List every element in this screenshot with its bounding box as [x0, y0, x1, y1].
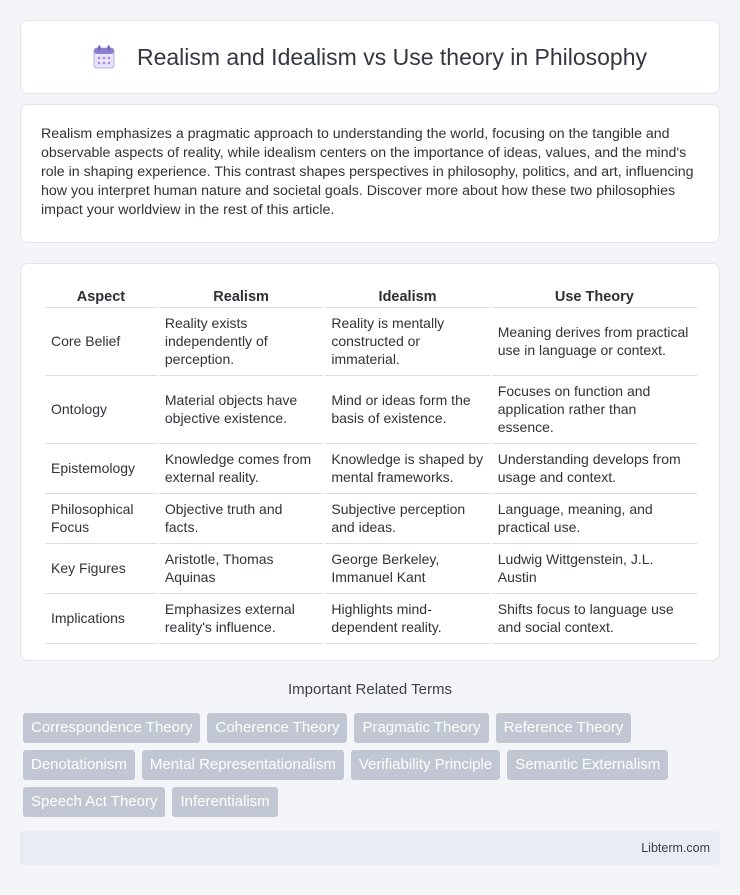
title-card	[20, 20, 720, 94]
related-terms-list	[23, 713, 723, 824]
related-term-tag[interactable]: Reference Theory	[496, 713, 632, 743]
table-cell: Ludwig Wittgenstein, J.L. Austin	[492, 544, 697, 594]
related-term-tag[interactable]: Mental Representationalism	[142, 750, 344, 780]
table-cell: Epistemology	[45, 444, 157, 494]
footer	[20, 831, 720, 865]
table-cell: Knowledge comes from external reality.	[159, 444, 323, 494]
table-cell: Highlights mind-dependent reality.	[325, 594, 489, 644]
table-cell: Key Figures	[45, 544, 157, 594]
intro-paragraph: Realism emphasizes a pragmatic approach to understanding the world, focusing on the tangible and observable aspects of reality, while idealism centers on the importance of ideas, values, and the mind's role in shaping experience. This contrast shapes perspectives in philosophy, politics, and art, influencing how you interpret human nature and societal goals. Discover more about how these two philosophies impact your worldview in the rest of this article.	[41, 126, 694, 218]
table-row	[45, 444, 697, 494]
related-term-tag[interactable]: Speech Act Theory	[23, 787, 165, 817]
table-header-row	[45, 282, 697, 308]
table-cell: Emphasizes external reality's influence.	[159, 594, 323, 644]
page-title: Realism and Idealism vs Use theory in Philosophy	[136, 43, 648, 70]
table-row	[45, 594, 697, 644]
table-cell: Objective truth and facts.	[159, 494, 323, 544]
table-cell: Implications	[45, 594, 157, 644]
table-cell: Mind or ideas form the basis of existence.	[325, 376, 489, 444]
column-header-aspect: Aspect	[45, 282, 157, 308]
table-cell: Language, meaning, and practical use.	[492, 494, 697, 544]
table-cell: Subjective perception and ideas.	[325, 494, 489, 544]
footer-site-link[interactable]: Libterm.com	[641, 841, 710, 855]
table-cell: Shifts focus to language use and social context.	[492, 594, 697, 644]
calendar-icon	[93, 45, 115, 69]
related-term-tag[interactable]: Correspondence Theory	[23, 713, 200, 743]
column-header-use-theory: Use Theory	[492, 282, 697, 308]
table-cell: Understanding develops from usage and context.	[492, 444, 697, 494]
table-cell: Ontology	[45, 376, 157, 444]
related-term-tag[interactable]: Denotationism	[23, 750, 135, 780]
table-cell: Meaning derives from practical use in language or context.	[492, 308, 697, 376]
table-row	[45, 544, 697, 594]
related-term-tag[interactable]: Coherence Theory	[207, 713, 347, 743]
table-cell: George Berkeley, Immanuel Kant	[325, 544, 489, 594]
table-cell: Knowledge is shaped by mental frameworks.	[325, 444, 489, 494]
table-row	[45, 376, 697, 444]
related-term-tag[interactable]: Pragmatic Theory	[354, 713, 488, 743]
table-cell: Aristotle, Thomas Aquinas	[159, 544, 323, 594]
related-term-tag[interactable]: Verifiability Principle	[351, 750, 500, 780]
table-cell: Focuses on function and application rather than essence.	[492, 376, 697, 444]
related-terms-title: Important Related Terms	[288, 681, 452, 698]
column-header-realism: Realism	[159, 282, 323, 308]
related-term-tag[interactable]: Semantic Externalism	[507, 750, 668, 780]
table-row	[45, 308, 697, 376]
table-cell: Material objects have objective existence.	[159, 376, 323, 444]
table-cell: Philosophical Focus	[45, 494, 157, 544]
column-header-idealism: Idealism	[325, 282, 489, 308]
comparison-table-card	[20, 263, 720, 661]
intro-card	[20, 104, 720, 243]
table-cell: Reality exists independently of perception.	[159, 308, 323, 376]
comparison-table	[43, 282, 699, 644]
table-cell: Reality is mentally constructed or immaterial.	[325, 308, 489, 376]
table-cell: Core Belief	[45, 308, 157, 376]
table-row	[45, 494, 697, 544]
related-term-tag[interactable]: Inferentialism	[172, 787, 277, 817]
